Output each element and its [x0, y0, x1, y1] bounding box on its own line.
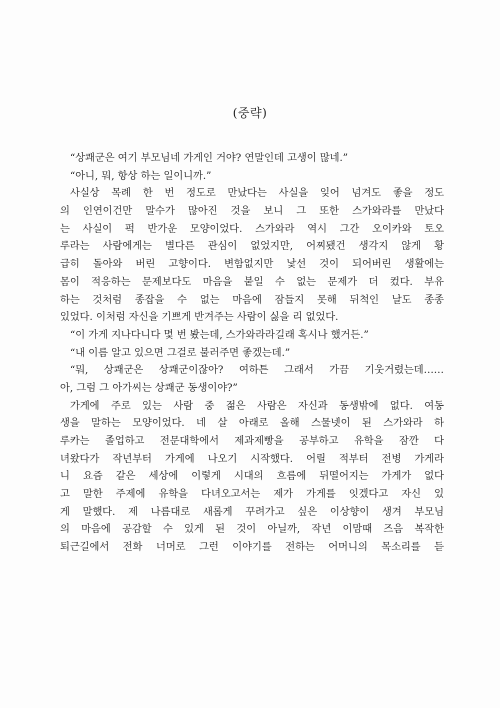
text-line: 생을 말하는 모양이었다. 네 살 아래로 올해 스물넷이 된 스가와라 하 [60, 418, 444, 430]
text-line: “이 가게 지나다니다 몇 번 봤는데, 스가와라라길래 혹시나 했거든.” [70, 329, 369, 341]
text-line: 게 말했다. 제 나름대로 새롭게 꾸려가고 싶은 이상향이 생겨 부모님 [60, 506, 444, 518]
text-line: 루카는 졸업하고 전문대학에서 제과제빵을 공부하고 유학을 잠깐 다 [60, 436, 444, 447]
text-line: 고 말한 주제에 유학을 다녀오고서는 제가 가게를 잇겠다고 자신 있 [60, 489, 444, 501]
text-line: 사실상 목례 한 번 정도로 만났다는 사실을 잊어 넘겨도 좋을 정도 [70, 188, 444, 200]
text-line: “뭐, 상쾌군은 상쾌군이잖아? 여하튼 그래서 가끔 기웃거렸는데…… [70, 365, 444, 377]
text-line: 급히 돌아와 버린 고향이다. 변함없지만 낯선 것이 되어버린 생활에는 [60, 259, 444, 271]
text-line: 있었다. 이처럼 자신을 기쁘게 반겨주는 사람이 싫을 리 없었다. [60, 312, 339, 324]
section-marker: (중략) [232, 106, 268, 120]
text-line: 퇴근길에서 전화 너머로 그런 이야기를 전하는 어머니의 목소리를 듣 [60, 542, 444, 554]
text-line: 니 요즘 같은 세상에 이렇게 시대의 흐름에 뒤떨어지는 가게가 없다 [60, 471, 444, 483]
text-line: 아, 그럼 그 아가씨는 상쾌군 동생이야?” [60, 382, 238, 394]
text-line: “상쾌군은 여기 부모님네 가게인 거야? 연말인데 고생이 많네.” [70, 153, 348, 164]
text-line: 의 마음에 공감할 수 있게 된 것이 아닐까, 작년 이맘때 즈음 복작한 [60, 524, 444, 536]
text-line: 루라는 사람에게는 별다른 관심이 없었지만, 어찌됐건 생각지 않게 황 [60, 241, 444, 253]
text-line: 는 사실이 퍽 반가운 모양이었다. 스가와라 역시 그간 오이카와 토오 [60, 223, 444, 235]
body-text [60, 150, 444, 557]
text-line: 녀왔다가 작년부터 가게에 나오기 시작했다. 어릴 적부터 전병 가게라 [60, 453, 444, 465]
text-line: 의 인연이건만 말수가 많아진 것을 보니 그 또한 스가와라를 만났다 [60, 206, 444, 218]
text-line: 가게에 주로 있는 사람 중 젊은 사람은 자신과 동생밖에 없다. 여동 [70, 400, 444, 412]
text-line: “아니, 뭐, 항상 하는 일이니까.” [70, 170, 212, 182]
text-line: 몸이 적응하는 문제보다도 마음을 붙일 수 없는 문제가 더 컸다. 부유 [60, 276, 444, 288]
text-line: “내 이름 알고 있으면 그걸로 불러주면 좋겠는데.” [70, 347, 291, 359]
text-line: 하는 것처럼 종잡을 수 없는 마음에 잠들지 못해 뒤척인 날도 종종 [60, 294, 444, 306]
